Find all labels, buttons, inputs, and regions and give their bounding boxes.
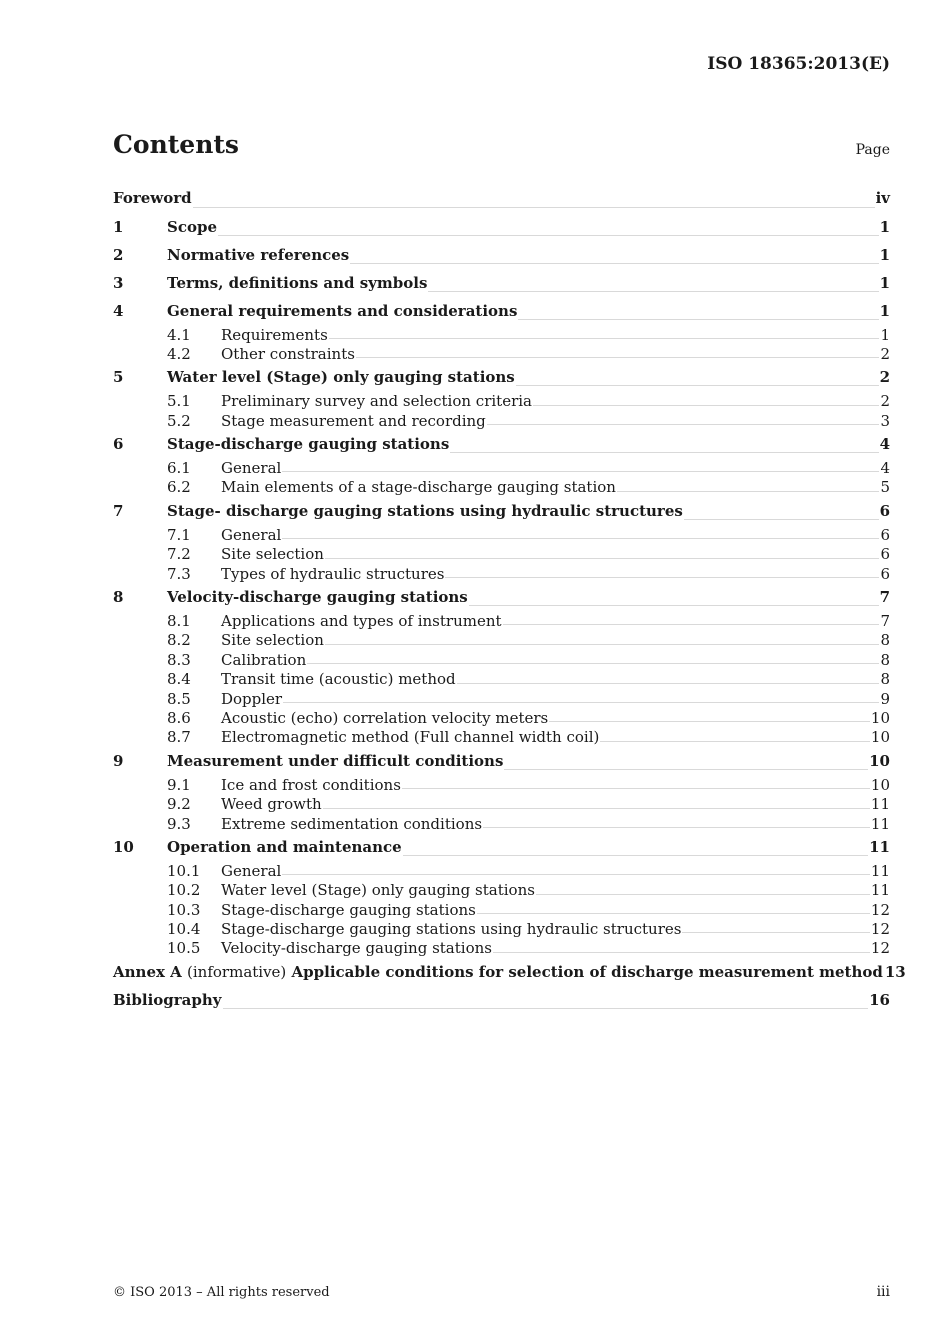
annex-label: Annex A <box>113 962 182 981</box>
toc-entry[interactable] <box>113 709 890 728</box>
toc-entry-page: 4 <box>880 459 890 478</box>
toc-entry-page: 12 <box>870 900 890 919</box>
toc-entry-number: 10.1 <box>167 861 201 880</box>
toc-entry-number: 1 <box>113 217 124 236</box>
toc-entry[interactable] <box>113 690 890 709</box>
toc-entry-title: Operation and maintenance <box>167 837 402 856</box>
page-title: Contents <box>113 130 240 159</box>
toc-entry[interactable] <box>113 431 890 459</box>
dot-leader <box>307 663 879 664</box>
toc-entry-title: Ice and frost conditions <box>221 775 401 794</box>
page-column-label: Page <box>855 142 890 158</box>
toc-entry-page: 10 <box>869 751 890 770</box>
toc-entry-title: General <box>221 861 282 880</box>
toc-entry-page: 1 <box>880 325 890 344</box>
toc-entry-page: 8 <box>880 670 890 689</box>
toc-entry-page: 6 <box>880 564 890 583</box>
document-id: ISO 18365:2013(E) <box>707 54 890 74</box>
toc-entry-page: 2 <box>880 392 890 411</box>
toc-entry[interactable] <box>113 881 890 900</box>
toc-entry-number: 8.4 <box>167 670 191 689</box>
toc-entry[interactable] <box>113 748 890 776</box>
dot-leader <box>518 319 878 320</box>
toc-entry-page: 8 <box>880 650 890 669</box>
toc-entry[interactable] <box>113 651 890 670</box>
annex-type: (informative) <box>187 962 287 981</box>
toc-entry-number: 10.5 <box>167 939 201 958</box>
toc-entry-number: 7.1 <box>167 525 191 544</box>
toc-entry-page: 10 <box>870 728 890 747</box>
toc-entry-title: Stage-discharge gauging stations <box>167 435 450 454</box>
toc-entry-page: 7 <box>879 588 890 607</box>
dot-leader <box>402 788 870 789</box>
dot-leader <box>450 452 878 453</box>
toc-entry[interactable] <box>113 478 890 497</box>
dot-leader <box>457 683 880 684</box>
toc-entry-title: General requirements and considerations <box>167 301 518 320</box>
toc-entry-page: 10 <box>870 775 890 794</box>
toc-entry-title: Measurement under difficult conditions <box>167 751 504 770</box>
dot-leader <box>428 291 878 292</box>
toc-entry-title: Main elements of a stage-discharge gauging station <box>221 478 616 497</box>
toc-entry-number: 3 <box>113 273 124 292</box>
toc-entry-number: 10 <box>113 837 134 856</box>
dot-leader <box>487 424 880 425</box>
toc-entry-page: 1 <box>879 217 890 236</box>
toc-entry-number: 5 <box>113 368 124 387</box>
toc-entry-title: Water level (Stage) only gauging stations <box>167 368 515 387</box>
toc-entry-page: 11 <box>870 861 890 880</box>
toc-entry-title: Stage-discharge gauging stations using hydraulic structures <box>221 920 682 939</box>
toc-entry-title: Bibliography <box>113 990 222 1009</box>
dot-leader <box>549 721 870 722</box>
toc-entry-title: Velocity-discharge gauging stations <box>221 939 492 958</box>
toc-entry-title: Normative references <box>167 245 350 264</box>
dot-leader <box>493 952 870 953</box>
toc-entry-title: Site selection <box>221 631 324 650</box>
dot-leader <box>617 491 880 492</box>
toc-entry-page: 7 <box>880 612 890 631</box>
page-number: iii <box>876 1284 890 1300</box>
toc-entry[interactable] <box>113 214 890 242</box>
toc-entry[interactable] <box>113 412 890 431</box>
toc-entry-page: 1 <box>879 245 890 264</box>
toc-entry-number: 6.2 <box>167 478 191 497</box>
toc-entry-title: Weed growth <box>221 795 322 814</box>
toc-entry-title: Acoustic (echo) correlation velocity meters <box>221 708 549 727</box>
toc-entry-page: 1 <box>879 273 890 292</box>
toc-entry-title: Foreword <box>113 189 192 207</box>
toc-entry-title: Calibration <box>221 650 307 669</box>
toc-entry-number: 8 <box>113 588 124 607</box>
toc-entry-number: 8.5 <box>167 689 191 708</box>
toc-entry-number: 8.1 <box>167 612 191 631</box>
dot-leader <box>223 1008 869 1009</box>
toc-entry-title: Electromagnetic method (Full channel width coil) <box>221 728 600 747</box>
toc-entry-title: Velocity-discharge gauging stations <box>167 588 468 607</box>
copyright-notice: © ISO 2013 – All rights reserved <box>113 1285 330 1300</box>
toc-entry-title: Requirements <box>221 325 328 344</box>
toc-entry-page: 8 <box>880 631 890 650</box>
toc-entry-page: 11 <box>870 814 890 833</box>
toc-entry[interactable] <box>113 776 890 795</box>
toc-entry[interactable] <box>113 392 890 411</box>
dot-leader <box>218 235 879 236</box>
dot-leader <box>325 558 880 559</box>
toc-entry-title <box>113 961 883 983</box>
dot-leader <box>282 538 879 539</box>
toc-entry-page: 6 <box>880 545 890 564</box>
dot-leader <box>325 644 880 645</box>
dot-leader <box>350 263 878 264</box>
toc-entry-number: 6.1 <box>167 459 191 478</box>
toc-entry-title: Preliminary survey and selection criteria <box>221 392 532 411</box>
toc-entry-page: 11 <box>870 795 890 814</box>
dot-leader <box>483 827 870 828</box>
toc-entry-title: Transit time (acoustic) method <box>221 670 456 689</box>
toc-entry-number: 7.2 <box>167 545 191 564</box>
toc-entry-page: 2 <box>879 368 890 387</box>
toc-entry-page: 16 <box>869 990 890 1009</box>
toc-entry-number: 9.1 <box>167 775 191 794</box>
dot-leader <box>682 932 869 933</box>
dot-leader <box>445 577 879 578</box>
toc-entry[interactable] <box>113 526 890 545</box>
toc-entry-page: 3 <box>880 411 890 430</box>
toc-entry-number: 4 <box>113 301 124 320</box>
toc-entry[interactable] <box>113 345 890 364</box>
toc-entry-title: Extreme sedimentation conditions <box>221 814 483 833</box>
toc-entry[interactable] <box>113 612 890 631</box>
toc-entry[interactable] <box>113 584 890 612</box>
toc-entry-page: 12 <box>870 920 890 939</box>
toc-entry-title: Applications and types of instrument <box>221 612 502 631</box>
toc-entry-number: 10.3 <box>167 900 201 919</box>
toc-entry-number: 4.2 <box>167 344 191 363</box>
toc-entry-title: Stage- discharge gauging stations using hydraulic structures <box>167 501 683 520</box>
toc-entry-number: 5.1 <box>167 392 191 411</box>
toc-entry-bibliography[interactable] <box>113 987 890 1015</box>
toc-entry-number: 7.3 <box>167 564 191 583</box>
toc-entry[interactable] <box>113 920 890 939</box>
toc-entry-page: 2 <box>880 344 890 363</box>
toc-entry-number: 2 <box>113 245 124 264</box>
toc-entry[interactable] <box>113 834 890 862</box>
toc-entry[interactable] <box>113 728 890 747</box>
toc-entry-number: 9.3 <box>167 814 191 833</box>
toc-entry-title: Site selection <box>221 545 324 564</box>
toc-entry[interactable] <box>113 862 890 881</box>
dot-leader <box>516 385 879 386</box>
dot-leader <box>329 338 880 339</box>
toc-entry-page: 4 <box>879 435 890 454</box>
toc-entry[interactable] <box>113 498 890 526</box>
annex-title: Applicable conditions for selection of discharge measurement method <box>291 962 883 981</box>
toc-entry[interactable] <box>113 901 890 920</box>
toc-entry[interactable] <box>113 364 890 392</box>
toc-entry-number: 8.3 <box>167 650 191 669</box>
toc-entry[interactable] <box>113 815 890 834</box>
toc-entry-number: 8.7 <box>167 728 191 747</box>
toc-entry-number: 6 <box>113 435 124 454</box>
toc-entry-page: 5 <box>880 478 890 497</box>
dot-leader <box>469 605 879 606</box>
dot-leader <box>536 894 870 895</box>
toc-entry-page: 13 <box>884 962 906 981</box>
toc-entry-number: 9.2 <box>167 795 191 814</box>
table-of-contents <box>113 185 906 1015</box>
toc-entry-number: 10.4 <box>167 920 201 939</box>
toc-entry-page: 6 <box>879 501 890 520</box>
dot-leader <box>503 624 880 625</box>
toc-entry[interactable] <box>113 298 890 326</box>
toc-entry-page: 9 <box>880 689 890 708</box>
dot-leader <box>684 519 879 520</box>
toc-entry-title: Scope <box>167 217 218 236</box>
toc-entry-title: Water level (Stage) only gauging stations <box>221 881 535 900</box>
toc-entry-number: 10.2 <box>167 881 201 900</box>
toc-entry-number: 8.2 <box>167 631 191 650</box>
toc-entry-page: 11 <box>869 837 890 856</box>
toc-entry[interactable] <box>113 185 890 214</box>
dot-leader <box>600 741 870 742</box>
toc-entry-title: Other constraints <box>221 344 355 363</box>
dot-leader <box>533 405 879 406</box>
toc-entry-title: Terms, definitions and symbols <box>167 273 428 292</box>
toc-entry-page: 10 <box>870 708 890 727</box>
toc-entry-number: 5.2 <box>167 411 191 430</box>
toc-entry[interactable] <box>113 545 890 564</box>
toc-entry-page: 6 <box>880 525 890 544</box>
toc-entry[interactable] <box>113 939 890 958</box>
dot-leader <box>477 913 870 914</box>
dot-leader <box>282 471 879 472</box>
toc-entry-page: 12 <box>870 939 890 958</box>
toc-entry[interactable] <box>113 565 890 584</box>
toc-entry-number: 8.6 <box>167 708 191 727</box>
toc-entry-page: 1 <box>879 301 890 320</box>
toc-entry[interactable] <box>113 631 890 650</box>
toc-entry-title: Stage-discharge gauging stations <box>221 900 476 919</box>
toc-entry[interactable] <box>113 242 890 270</box>
toc-entry-title: General <box>221 459 282 478</box>
toc-entry-number: 7 <box>113 501 124 520</box>
toc-entry-page: 11 <box>870 881 890 900</box>
dot-leader <box>283 702 879 703</box>
dot-leader <box>403 855 868 856</box>
dot-leader <box>193 207 875 208</box>
toc-entry[interactable] <box>113 795 890 814</box>
toc-entry-annex[interactable] <box>113 959 906 987</box>
toc-entry-title: Doppler <box>221 689 283 708</box>
toc-entry[interactable] <box>113 326 890 345</box>
dot-leader <box>282 874 870 875</box>
toc-entry-number: 4.1 <box>167 325 191 344</box>
dot-leader <box>356 357 880 358</box>
toc-entry-number: 9 <box>113 751 124 770</box>
toc-entry[interactable] <box>113 459 890 478</box>
toc-entry[interactable] <box>113 270 890 298</box>
dot-leader <box>504 769 868 770</box>
toc-entry[interactable] <box>113 670 890 689</box>
toc-entry-title: Types of hydraulic structures <box>221 564 445 583</box>
toc-entry-title: General <box>221 525 282 544</box>
toc-entry-title: Stage measurement and recording <box>221 411 486 430</box>
dot-leader <box>323 808 870 809</box>
toc-entry-page: iv <box>875 189 890 207</box>
